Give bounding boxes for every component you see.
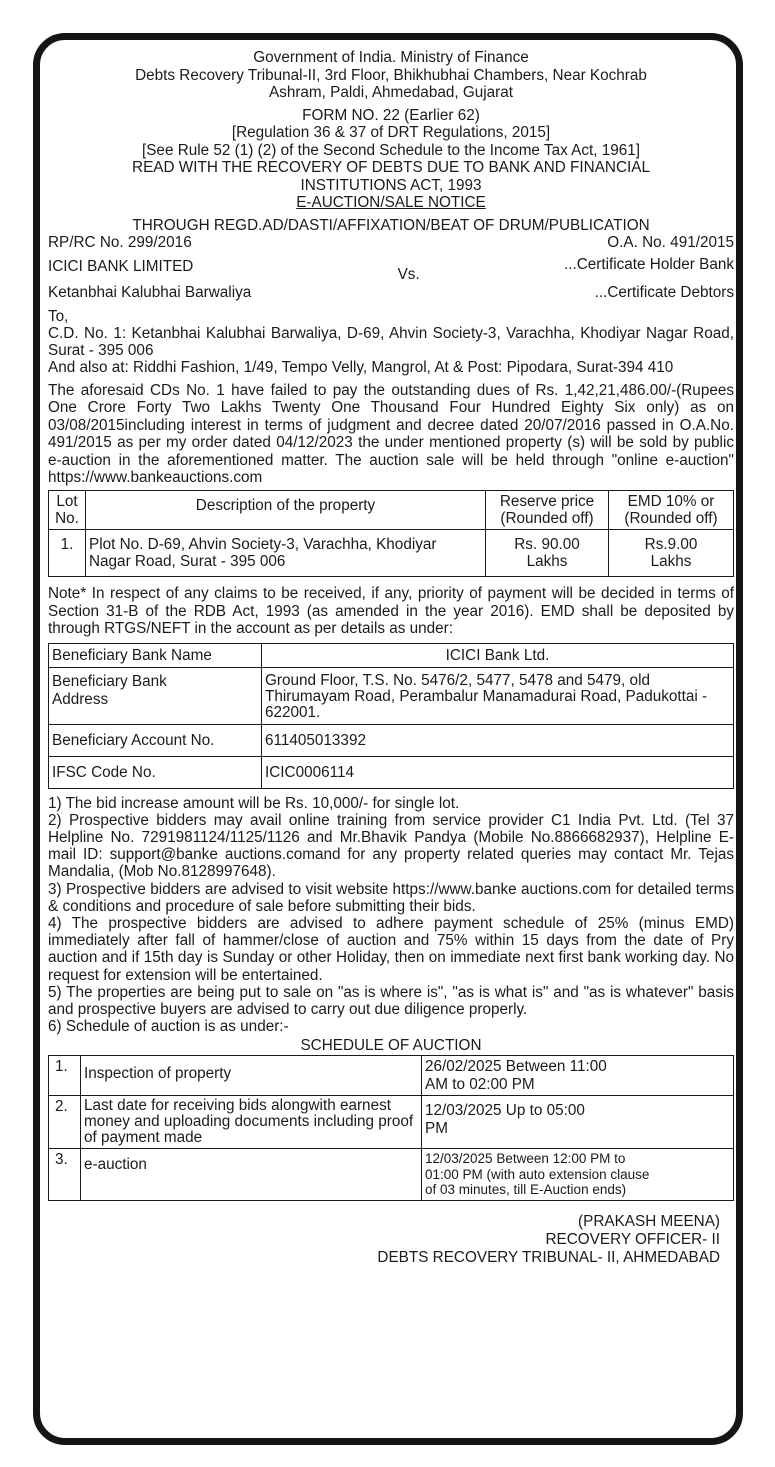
header-block	[48, 49, 734, 102]
term-item: 2) Prospective bidders may avail online training from service provider C1 India Pvt. Ltd. (Tel 37 Helpline No. 7291981124/1125/1126 and Mr.Bhavik Pandya (Mobile No.8866682937), Helpline E-mail ID: support@banke auctions.comand for any property related queries may contact Mr. Tejas Mandalia, (Mob No.8128997648).	[48, 811, 734, 881]
bank-row	[49, 643, 734, 668]
term-item: 1) The bid increase amount will be Rs. 10,000/- for single lot.	[48, 794, 460, 812]
signature-block	[48, 1213, 734, 1267]
lot-header: Lot No.	[49, 490, 86, 529]
property-row	[49, 529, 734, 576]
notice-title: E-AUCTION/SALE NOTICE	[296, 194, 486, 211]
to-line: To,	[48, 307, 69, 325]
rp-number: RP/RC No. 299/2016	[48, 234, 192, 252]
through-line: THROUGH REGD.AD/DASTI/AFFIXATION/BEAT OF DRUM/PUBLICATION	[132, 216, 650, 234]
bank-value: ICICI Bank Ltd.	[262, 643, 734, 668]
term-item: 5) The properties are being put to sale on "as is where is", "as is what is" and "as is whatever" basis and prospective buyers are advised to carry out due diligence properly.	[48, 983, 734, 1019]
case-row-2	[48, 256, 734, 284]
schedule-when: 12/03/2025 Up to 05:00 PM	[422, 1096, 734, 1149]
emd-header: EMD 10% or (Rounded off)	[609, 490, 734, 529]
bank-row	[49, 725, 734, 757]
main-paragraph: The aforesaid CDs No. 1 have failed to pay the outstanding dues of Rs. 1,42,21,486.00/-(Rupees One Crore Forty Two Lakhs Twenty One Thousand Four Hundred Eighty Six only) as on 03/08/2015including interest in terms of judgment and decree dated 20/07/2016 passed in O.A.No. 491/2015 as per my order dated 04/12/2023 the under mentioned property (s) will be sold by public e-auction in the aforementioned matter. The auction sale will be held through "online e-auction" https://www.bankeauctions.com	[48, 381, 734, 487]
holder-role: ...Certificate Holder Bank	[563, 255, 734, 273]
emd-cell: Rs.9.00 Lakhs	[609, 529, 734, 576]
signatory-title: RECOVERY OFFICER- II	[545, 1231, 720, 1249]
schedule-item: e-auction	[81, 1149, 422, 1201]
schedule-when: 12/03/2025 Between 12:00 PM to 01:00 PM (with auto extension clause of 03 minutes, till E-Auction ends)	[422, 1149, 734, 1201]
property-table	[48, 490, 734, 577]
reserve-cell: Rs. 90.00 Lakhs	[486, 529, 609, 576]
case-row-3	[48, 284, 734, 302]
description-header: Description of the property	[86, 490, 486, 529]
bank-value: 611405013392	[262, 725, 734, 757]
lot-cell: 1.	[49, 529, 86, 576]
schedule-row	[49, 1096, 734, 1149]
signatory-name: (PRAKASH MEENA)	[578, 1213, 720, 1231]
also-address: And also at: Riddhi Fashion, 1/49, Tempo Velly, Mangrol, At & Post: Pipodara, Surat-394 410	[48, 358, 674, 376]
bank-label: Beneficiary Bank Name	[49, 643, 262, 668]
terms-list	[48, 795, 734, 1036]
form-line-5: INSTITUTIONS ACT, 1993	[300, 176, 482, 194]
bank-label: Beneficiary Account No.	[49, 725, 262, 757]
header-line-2: Debts Recovery Tribunal-II, 3rd Floor, Bhikhubhai Chambers, Near Kochrab	[135, 66, 647, 84]
description-cell: Plot No. D-69, Ahvin Society-3, Varachha, Khodiyar Nagar Road, Surat - 395 006	[86, 529, 486, 576]
schedule-no: 3.	[49, 1149, 81, 1201]
debtor-party: Ketanbhai Kalubhai Barwaliya	[48, 284, 252, 302]
signatory-office: DEBTS RECOVERY TRIBUNAL- II, AHMEDABAD	[377, 1249, 720, 1267]
address-block	[48, 308, 734, 376]
note-paragraph: Note* In respect of any claims to be received, if any, priority of payment will be decided in terms of Section 31-B of the RDB Act, 1993 (as amended in the year 2016). EMD shall be deposited by through RTGS/NEFT in the account as per details as under:	[48, 585, 734, 638]
header-line-3: Ashram, Paldi, Ahmedabad, Gujarat	[268, 84, 514, 101]
header-line-1: Government of India. Ministry of Finance	[253, 49, 529, 66]
term-item: 3) Prospective bidders are advised to visit website https://www.banke auctions.com for detailed terms & conditions and procedure of sale before submitting their bids.	[48, 880, 734, 915]
bank-row	[49, 757, 734, 789]
schedule-item: Last date for receiving bids alongwith earnest money and uploading documents including proof of payment made	[81, 1096, 422, 1149]
form-line-2: [Regulation 36 & 37 of DRT Regulations, 2015]	[231, 124, 551, 141]
debtor-role: ...Certificate Debtors	[594, 284, 734, 302]
bank-row	[49, 668, 734, 725]
schedule-no: 1.	[49, 1056, 81, 1096]
schedule-table	[48, 1055, 734, 1201]
form-line-3: [See Rule 52 (1) (2) of the Second Schedule to the Income Tax Act, 1961]	[141, 141, 641, 159]
bank-value: ICIC0006114	[262, 757, 734, 789]
property-header-row	[49, 490, 734, 529]
term-item: 6) Schedule of auction is as under:-	[48, 1018, 289, 1036]
cd1-address: C.D. No. 1: Ketanbhai Kalubhai Barwaliya, D-69, Ahvin Society-3, Varachha, Khodiyar Nagar Road, Surat - 395 006	[48, 324, 734, 359]
term-item: 4) The prospective bidders are advised to adhere payment schedule of 25% (minus EMD) immediately after fall of hammer/close of auction and 75% within 15 days from the date of Pry auction and if 15th day is Sunday or other Holiday, then on immediate next first bank working day. No request for extension will be entertained.	[48, 915, 734, 984]
schedule-no: 2.	[49, 1096, 81, 1149]
form-line-1: FORM NO. 22 (Earlier 62)	[302, 106, 480, 124]
bank-label: Beneficiary Bank Address	[49, 668, 262, 725]
form-block	[48, 107, 734, 212]
bank-party: ICICI BANK LIMITED	[48, 257, 194, 275]
versus: Vs.	[397, 265, 420, 283]
schedule-title: SCHEDULE OF AUCTION	[300, 1037, 482, 1055]
bank-label: IFSC Code No.	[49, 757, 262, 789]
notice-content	[48, 49, 734, 1267]
form-line-4: READ WITH THE RECOVERY OF DEBTS DUE TO BANK AND FINANCIAL	[132, 159, 650, 176]
schedule-item: Inspection of property	[81, 1056, 422, 1096]
schedule-when: 26/02/2025 Between 11:00 AM to 02:00 PM	[422, 1056, 734, 1096]
oa-number: O.A. No. 491/2015	[607, 234, 734, 252]
case-row-1	[48, 234, 734, 252]
bank-details-table	[48, 643, 734, 789]
reserve-header: Reserve price (Rounded off)	[486, 490, 609, 529]
bank-value: Ground Floor, T.S. No. 5476/2, 5477, 5478 and 5479, old Thirumayam Road, Perambalur Manamadurai Road, Padukottai - 622001.	[262, 668, 734, 725]
schedule-row	[49, 1149, 734, 1201]
schedule-row	[49, 1056, 734, 1096]
